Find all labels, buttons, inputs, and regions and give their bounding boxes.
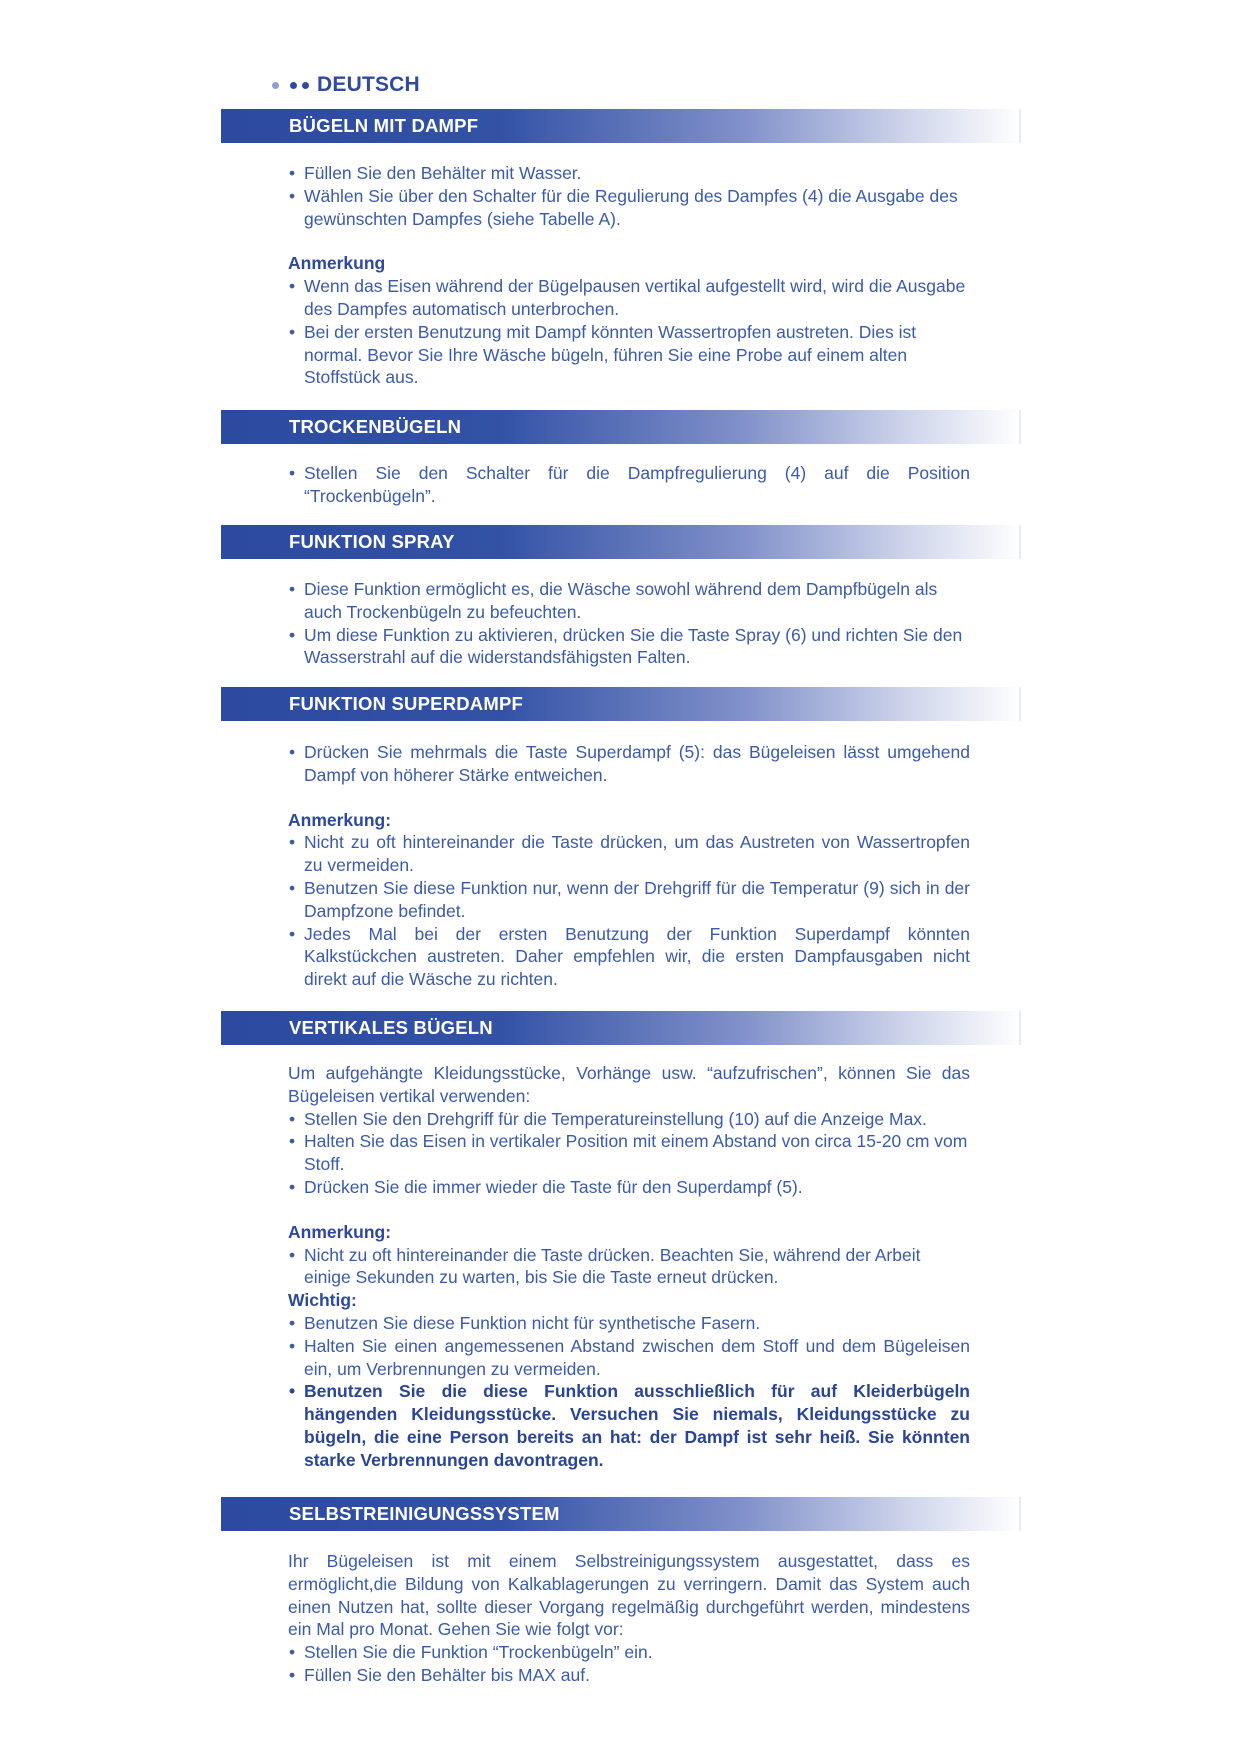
section-header-selbstreinigung — [221, 1497, 1021, 1531]
list-item: • Nicht zu oft hintereinander die Taste drücken, um das Austreten von Wassertropfen zu vermeiden. — [289, 832, 970, 876]
divider — [1019, 410, 1021, 444]
section-title: SELBSTREINIGUNGSSYSTEM — [289, 1503, 560, 1524]
list-item: • Füllen Sie den Behälter bis MAX auf. — [289, 1664, 590, 1685]
intro-text: Um aufgehängte Kleidungsstücke, Vorhänge usw. “aufzufrischen”, können Sie das Bügeleisen vertikal verwenden: — [288, 1063, 970, 1106]
note-heading: Anmerkung: — [288, 1221, 392, 1242]
list-item: • Benutzen Sie diese Funktion nur, wenn der Drehgriff für die Temperatur (9) sich in der Dampfzone befindet. — [289, 877, 970, 921]
note-heading: Anmerkung — [288, 253, 386, 274]
section-title: VERTIKALES BÜGELN — [289, 1017, 493, 1038]
section-title: FUNKTION SPRAY — [289, 531, 455, 552]
section-header-vertikal — [221, 1011, 1021, 1045]
section-title: BÜGELN MIT DAMPF — [289, 115, 479, 136]
list-item: • Diese Funktion ermöglicht es, die Wäsche sowohl während dem Dampfbügeln als auch Trockenbügeln zu befeuchten. — [289, 579, 938, 622]
section-body-vertikal — [288, 1062, 970, 1472]
intro-text: Ihr Bügeleisen ist mit einem Selbstreinigungssystem ausgestattet, dass es ermöglicht,die Bildung von Kalkablagerungen zu verringern. Damit das System auch einen Nutzen hat, sollte dieser Vorgang regelmäßig durchgeführt werden, mindestens ein Mal pro Monat. Gehen Sie wie folgt vor: — [288, 1551, 970, 1640]
section-body-superdampf — [288, 741, 970, 991]
divider — [1019, 1497, 1021, 1531]
list-item: • Stellen Sie den Schalter für die Dampfregulierung (4) auf die Position “Trockenbügeln”. — [289, 463, 970, 506]
list-item: • Drücken Sie die immer wieder die Taste für den Superdampf (5). — [289, 1176, 803, 1197]
list-item: • Stellen Sie die Funktion “Trockenbügeln” ein. — [289, 1642, 653, 1663]
section-body-selbstreinigung — [288, 1550, 970, 1687]
divider — [1019, 109, 1021, 143]
list-item: • Halten Sie das Eisen in vertikaler Position mit einem Abstand von circa 15-20 cm vom Stoff. — [289, 1131, 968, 1175]
list-item: • Wählen Sie über den Schalter für die Regulierung des Dampfes (4) die Ausgabe des gewünschten Dampfes (siehe Tabelle A). — [289, 185, 958, 229]
divider — [1019, 687, 1021, 721]
language-header — [272, 70, 420, 100]
section-header-spray — [221, 525, 1021, 559]
section-title: FUNKTION SUPERDAMPF — [289, 693, 524, 714]
list-item: • Drücken Sie mehrmals die Taste Superdampf (5): das Bügeleisen lässt umgehend Dampf von höherer Stärke entweichen. — [289, 742, 970, 785]
list-item: • Um diese Funktion zu aktivieren, drücken Sie die Taste Spray (6) und richten Sie den Wasserstrahl auf die widerstandsfähigsten Falten. — [289, 624, 963, 668]
list-item: • Füllen Sie den Behälter mit Wasser. — [289, 163, 582, 183]
list-item: • Bei der ersten Benutzung mit Dampf könnten Wassertropfen austreten. Dies ist normal. Bevor Sie Ihre Wäsche bügeln, führen Sie eine Probe auf einem alten Stoffstück aus. — [289, 321, 917, 388]
section-body-trocken — [288, 462, 970, 508]
list-item: • Benutzen Sie diese Funktion nicht für synthetische Fasern. — [289, 1312, 761, 1333]
section-header-trocken — [221, 410, 1021, 444]
warning-item: • Benutzen Sie die diese Funktion ausschließlich für auf Kleiderbügeln hängenden Kleidungsstücke. Versuchen Sie niemals, Kleidungsstücke zu bügeln, die eine Person bereits an hat: der Dampf ist sehr heiß. Sie könnten starke Verbrennungen davontragen. — [289, 1381, 970, 1470]
list-item: • Stellen Sie den Drehgriff für die Temperatureinstellung (10) auf die Anzeige Max. — [289, 1108, 927, 1129]
list-item: • Wenn das Eisen während der Bügelpausen vertikal aufgestellt wird, wird die Ausgabe des Dampfes automatisch unterbrochen. — [289, 276, 966, 319]
divider — [1019, 1011, 1021, 1045]
section-body-dampf — [288, 162, 970, 389]
section-header-superdampf — [221, 687, 1021, 721]
divider — [1019, 525, 1021, 559]
note-heading: Anmerkung: — [288, 809, 392, 830]
list-item: • Jedes Mal bei der ersten Benutzung der Funktion Superdampf könnten Kalkstückchen austreten. Daher empfehlen wir, die ersten Dampfausgaben nicht direkt auf die Wäsche zu richten. — [289, 923, 970, 990]
list-item: • Halten Sie einen angemessenen Abstand zwischen dem Stoff und dem Bügeleisen ein, um Verbrennungen zu vermeiden. — [289, 1335, 970, 1379]
important-heading: Wichtig: — [288, 1290, 357, 1311]
section-body-spray — [288, 578, 970, 669]
bullet-dots-icon — [272, 82, 309, 89]
section-title: TROCKENBÜGELN — [289, 416, 462, 437]
list-item: • Nicht zu oft hintereinander die Taste drücken. Beachten Sie, während der Arbeit einige Sekunden zu warten, bis Sie die Taste erneut drücken. — [289, 1244, 921, 1288]
language-label: DEUTSCH — [317, 73, 420, 96]
section-header-dampf — [221, 109, 1021, 143]
